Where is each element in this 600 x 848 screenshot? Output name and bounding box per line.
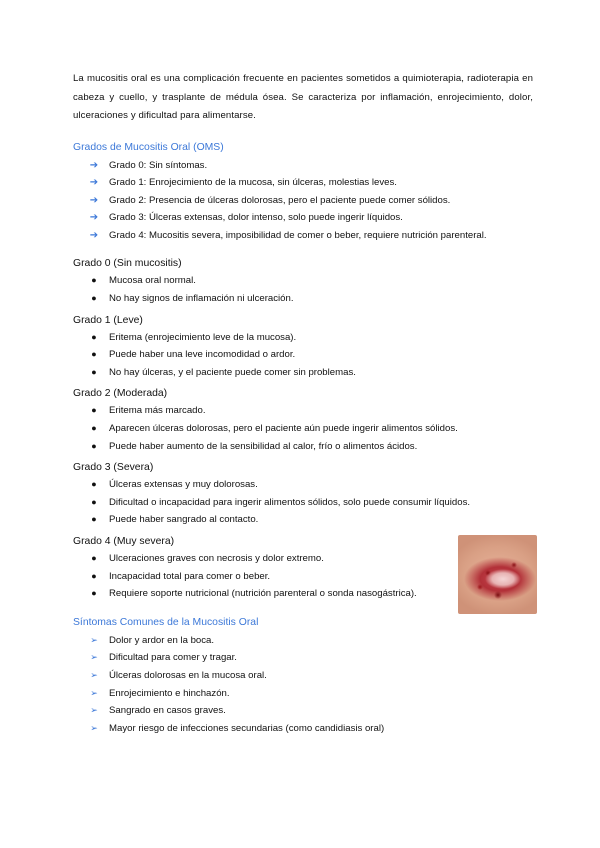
list-item: ● Puede haber una leve incomodidad o ardor. xyxy=(73,346,533,364)
arrow-right-icon: ➔ xyxy=(89,159,99,171)
chevron-right-icon: ➢ xyxy=(90,634,98,645)
list-item: ● Eritema más marcado. xyxy=(73,402,533,420)
grade-heading: Grado 0 (Sin mucositis) xyxy=(73,258,182,270)
chevron-right-icon: ➢ xyxy=(90,652,98,663)
dot-icon: ● xyxy=(91,293,97,304)
grade-list xyxy=(73,272,533,307)
dot-icon: ● xyxy=(91,349,97,360)
dot-icon: ● xyxy=(91,331,97,342)
dot-icon: ● xyxy=(91,440,97,451)
dot-icon: ● xyxy=(91,553,97,563)
dot-icon: ● xyxy=(91,366,97,377)
document-body xyxy=(73,70,533,737)
list-item: ➔ Grado 0: Sin síntomas. xyxy=(73,157,533,175)
list-item: ➢ Enrojecimiento e hinchazón. xyxy=(73,685,533,703)
grade-3-section xyxy=(73,462,533,529)
list-item: ● Úlceras extensas y muy dolorosas. xyxy=(73,476,533,494)
chevron-right-icon: ➢ xyxy=(90,705,98,716)
list-item: ● Requiere soporte nutricional (nutrición parenteral o sonda nasogástrica). xyxy=(73,585,533,603)
mucositis-photo xyxy=(458,535,537,614)
list-item: ➢ Úlceras dolorosas en la mucosa oral. xyxy=(73,667,533,685)
list-item: ➔ Grado 3: Úlceras extensas, dolor intenso, solo puede ingerir líquidos. xyxy=(73,209,533,227)
arrow-right-icon: ➔ xyxy=(89,177,99,189)
list-item: ➢ Dolor y ardor en la boca. xyxy=(73,632,533,650)
list-item: ● Mucosa oral normal. xyxy=(73,272,533,290)
intro-paragraph: La mucositis oral es una complicación frecuente en pacientes sometidos a quimioterapia, radioterapia en cabeza y cuello, y trasplante de médula ósea. Se caracteriza por inflamación, enrojecimiento, dolor, ulceraciones y dificultad para alimentarse. xyxy=(73,73,533,121)
list-item: ➢ Sangrado en casos graves. xyxy=(73,702,533,720)
oms-list xyxy=(73,157,533,245)
list-item: ● Dificultad o incapacidad para ingerir alimentos sólidos, solo puede consumir líquidos. xyxy=(73,494,533,512)
symptoms-list xyxy=(73,632,533,738)
dot-icon: ● xyxy=(91,570,97,581)
chevron-right-icon: ➢ xyxy=(90,687,98,698)
grade-heading: Grado 2 (Moderada) xyxy=(73,388,168,400)
dot-icon: ● xyxy=(91,423,97,434)
list-item: ● No hay signos de inflamación ni ulceración. xyxy=(73,290,533,308)
grade-heading: Grado 1 (Leve) xyxy=(73,314,143,326)
dot-icon: ● xyxy=(91,275,97,286)
list-item: ➔ Grado 4: Mucositis severa, imposibilidad de comer o beber, requiere nutrición parenteral. xyxy=(73,227,533,245)
symptoms-section xyxy=(73,617,533,738)
symptoms-heading: Síntomas Comunes de la Mucositis Oral xyxy=(73,616,259,628)
arrow-right-icon: ➔ xyxy=(89,194,99,206)
dot-icon: ● xyxy=(91,405,97,416)
chevron-right-icon: ➢ xyxy=(90,722,98,733)
list-item: ● Puede haber aumento de la sensibilidad al calor, frío o alimentos ácidos. xyxy=(73,438,533,456)
grade-2-section xyxy=(73,388,533,455)
dot-icon: ● xyxy=(91,496,97,507)
grade-heading: Grado 4 (Muy severa) xyxy=(73,536,175,547)
grade-1-section xyxy=(73,315,533,382)
arrow-right-icon: ➔ xyxy=(89,212,99,224)
dot-icon: ● xyxy=(91,514,97,525)
list-item: ● No hay úlceras, y el paciente puede comer sin problemas. xyxy=(73,364,533,382)
grade-list xyxy=(73,476,533,529)
dot-icon: ● xyxy=(91,588,97,599)
list-item: ● Incapacidad total para comer o beber. xyxy=(73,568,533,586)
list-item: ● Puede haber sangrado al contacto. xyxy=(73,511,533,529)
grade-list xyxy=(73,329,533,382)
list-item: ● Aparecen úlceras dolorosas, pero el paciente aún puede ingerir alimentos sólidos. xyxy=(73,420,533,438)
list-item: ● Eritema (enrojecimiento leve de la mucosa). xyxy=(73,329,533,347)
grade-heading: Grado 3 (Severa) xyxy=(73,462,154,474)
list-item: ➔ Grado 2: Presencia de úlceras dolorosas, pero el paciente puede comer sólidos. xyxy=(73,192,533,210)
grade-list xyxy=(73,402,533,455)
list-item: ● Ulceraciones graves con necrosis y dolor extremo. xyxy=(73,550,533,568)
oms-section xyxy=(73,142,533,245)
oms-heading: Grados de Mucositis Oral (OMS) xyxy=(73,141,224,153)
arrow-right-icon: ➔ xyxy=(89,229,99,241)
list-item: ➢ Mayor riesgo de infecciones secundarias (como candidiasis oral) xyxy=(73,720,533,738)
chevron-right-icon: ➢ xyxy=(90,669,98,680)
list-item: ➢ Dificultad para comer y tragar. xyxy=(73,649,533,667)
list-item: ➔ Grado 1: Enrojecimiento de la mucosa, sin úlceras, molestias leves. xyxy=(73,174,533,192)
dot-icon: ● xyxy=(91,479,97,490)
grade-0-section xyxy=(73,258,533,307)
